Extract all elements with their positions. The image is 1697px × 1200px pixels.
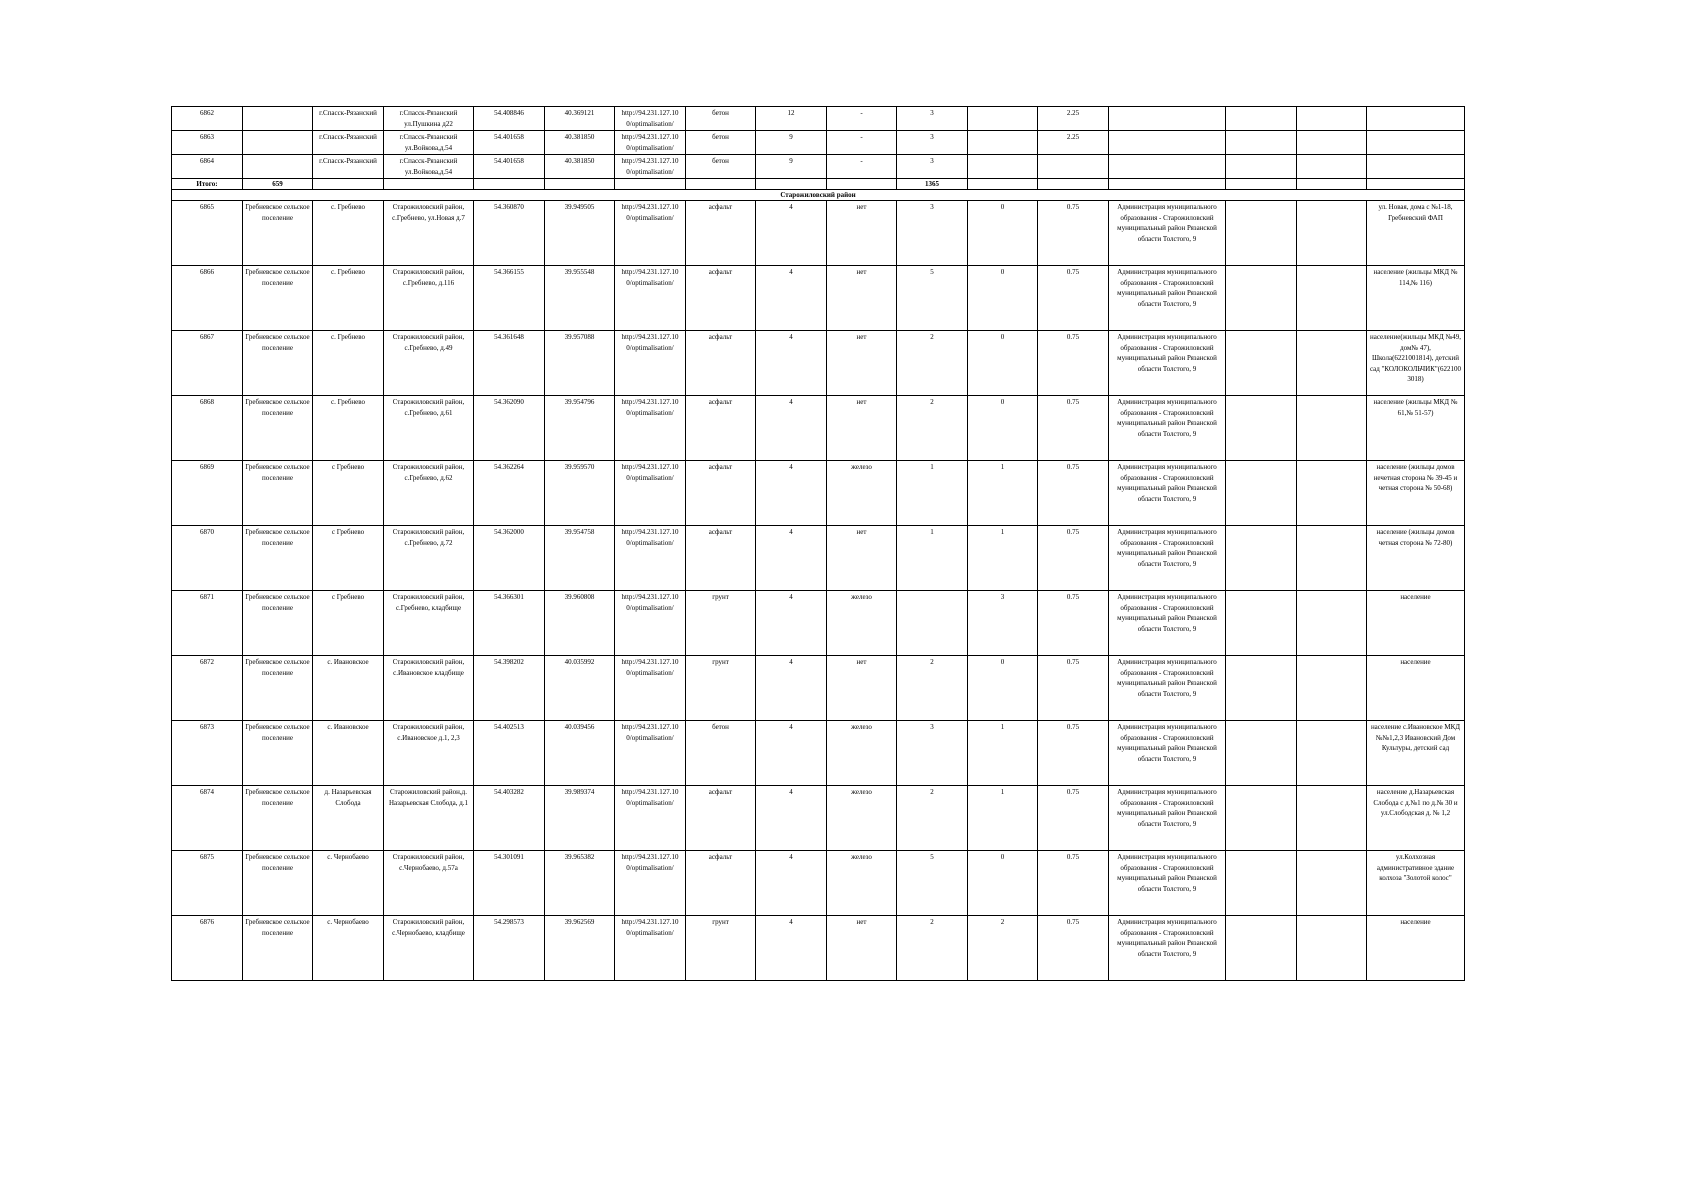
- cell-num: 6876: [172, 916, 243, 981]
- cell-c16: [1297, 131, 1367, 155]
- cell-qty: 2: [897, 656, 968, 721]
- table-row: [172, 786, 1465, 851]
- cell-surface: асфальт: [686, 396, 756, 461]
- cell-surface: асфальт: [686, 786, 756, 851]
- cell-surface: бетон: [686, 155, 756, 179]
- cell-sep: нет: [827, 526, 897, 591]
- cell-lon: 39.962569: [545, 916, 615, 981]
- cell-period: 0.75: [1038, 916, 1109, 981]
- cell-sources: население с.Ивановское МКД №№1,2,3 Ивановский Дом Культуры, детский сад: [1367, 721, 1465, 786]
- total-qty: 1365: [897, 179, 968, 190]
- total-label: Итого:: [172, 179, 243, 190]
- cell-lat: 54.408846: [474, 107, 545, 131]
- cell-c15: [1226, 591, 1297, 656]
- cell-c15: [1226, 266, 1297, 331]
- cell-num: 6863: [172, 131, 243, 155]
- cell-sources: население: [1367, 591, 1465, 656]
- total-row: [172, 179, 1465, 190]
- cell-surface: асфальт: [686, 526, 756, 591]
- cell-settlement: Гребневское сельское поселение: [243, 461, 313, 526]
- cell-lon: 39.949505: [545, 201, 615, 266]
- cell-c16: [1297, 526, 1367, 591]
- cell-c15: [1226, 786, 1297, 851]
- cell-c15: [1226, 656, 1297, 721]
- cell-surface: бетон: [686, 721, 756, 786]
- cell-settlement: Гребневское сельское поселение: [243, 721, 313, 786]
- cell-owner: Администрация муниципального образования - Старожиловский муниципальный район Рязанской области Толстого, 9: [1109, 786, 1226, 851]
- cell-sep: нет: [827, 266, 897, 331]
- cell-settlement: Гребневское сельское поселение: [243, 266, 313, 331]
- cell-lat: 54.398202: [474, 656, 545, 721]
- cell-c15: [1226, 131, 1297, 155]
- cell-sep: железо: [827, 591, 897, 656]
- cell-lon: 39.989374: [545, 786, 615, 851]
- cell-lon: 39.965382: [545, 851, 615, 916]
- cell-settlement: Гребневское сельское поселение: [243, 916, 313, 981]
- cell-url: http://94.231.127.10 0/optimalisation/: [615, 331, 686, 396]
- cell-settlement: Гребневское сельское поселение: [243, 396, 313, 461]
- cell-period: 0.75: [1038, 201, 1109, 266]
- cell-qty: 1: [897, 461, 968, 526]
- cell-num: 6862: [172, 107, 243, 131]
- cell-c15: [1226, 721, 1297, 786]
- section-title: Старожиловский район: [172, 190, 1465, 201]
- cell-sources: население: [1367, 656, 1465, 721]
- cell-period: 0.75: [1038, 786, 1109, 851]
- cell-vol: 1: [968, 786, 1038, 851]
- cell-surface: бетон: [686, 131, 756, 155]
- cell-sources: население: [1367, 916, 1465, 981]
- cell-address: г.Спасск-Рязанский ул.Войкова,д.54: [384, 155, 474, 179]
- cell-sep: -: [827, 131, 897, 155]
- cell-period: 0.75: [1038, 526, 1109, 591]
- cell-address: Старожиловский район, с.Гребнево, д.61: [384, 396, 474, 461]
- cell-sources: ул.Колхозная административное здание колхоза "Золотой колос": [1367, 851, 1465, 916]
- cell-address: г.Спасск-Рязанский ул.Войкова,д.54: [384, 131, 474, 155]
- cell-address: Старожиловский район, с.Чернобаево, кладбище: [384, 916, 474, 981]
- cell-vol: 2: [968, 916, 1038, 981]
- cell-area: 4: [756, 916, 827, 981]
- cell-owner: Администрация муниципального образования - Старожиловский муниципальный район Рязанской области Толстого, 9: [1109, 656, 1226, 721]
- cell-c15: [1226, 107, 1297, 131]
- cell-settlement: Гребневское сельское поселение: [243, 331, 313, 396]
- cell-settlement: Гребневское сельское поселение: [243, 201, 313, 266]
- cell-c15: [1226, 396, 1297, 461]
- cell-qty: 1: [897, 526, 968, 591]
- main-rows-body: [172, 201, 1465, 981]
- cell-surface: грунт: [686, 591, 756, 656]
- cell-lat: 54.362000: [474, 526, 545, 591]
- cell-lat: 54.301091: [474, 851, 545, 916]
- cell-c15: [1226, 461, 1297, 526]
- cell-owner: Администрация муниципального образования - Старожиловский муниципальный район Рязанской области Толстого, 9: [1109, 461, 1226, 526]
- cell-vol: [968, 131, 1038, 155]
- cell-num: 6865: [172, 201, 243, 266]
- cell-c15: [1226, 916, 1297, 981]
- total-body: [172, 179, 1465, 201]
- cell-address: г.Спасск-Рязанский ул.Пушкина д22: [384, 107, 474, 131]
- cell-owner: Администрация муниципального образования - Старожиловский муниципальный район Рязанской области Толстого, 9: [1109, 916, 1226, 981]
- cell-lat: 54.402513: [474, 721, 545, 786]
- cell-sources: население(жильцы МКД №49, дом№ 47), Школа(6221001814), детский сад "КОЛОКОЛЬЧИК"(622100 3018): [1367, 331, 1465, 396]
- cell-num: 6869: [172, 461, 243, 526]
- cell-sep: нет: [827, 916, 897, 981]
- cell-url: http://94.231.127.10 0/optimalisation/: [615, 656, 686, 721]
- cell-url: http://94.231.127.10 0/optimalisation/: [615, 266, 686, 331]
- cell-surface: асфальт: [686, 331, 756, 396]
- cell-lon: 40.035992: [545, 656, 615, 721]
- cell-lon: 39.954796: [545, 396, 615, 461]
- cell-lon: 39.959570: [545, 461, 615, 526]
- cell-owner: Администрация муниципального образования - Старожиловский муниципальный район Рязанской области Толстого, 9: [1109, 396, 1226, 461]
- cell-locality: с Гребнево: [313, 591, 384, 656]
- cell-owner: [1109, 155, 1226, 179]
- cell-vol: 0: [968, 201, 1038, 266]
- cell-lon: 39.955548: [545, 266, 615, 331]
- cell-sep: железо: [827, 851, 897, 916]
- cell-area: 4: [756, 721, 827, 786]
- cell-qty: 2: [897, 916, 968, 981]
- cell-c16: [1297, 461, 1367, 526]
- cell-lat: 54.361648: [474, 331, 545, 396]
- cell-period: 2.25: [1038, 107, 1109, 131]
- table-row: [172, 396, 1465, 461]
- cell-qty: 2: [897, 396, 968, 461]
- cell-settlement: Гребневское сельское поселение: [243, 591, 313, 656]
- cell-lon: 40.369121: [545, 107, 615, 131]
- cell-sep: железо: [827, 786, 897, 851]
- cell-url: http://94.231.127.10 0/optimalisation/: [615, 155, 686, 179]
- cell-c16: [1297, 155, 1367, 179]
- cell-qty: 2: [897, 786, 968, 851]
- cell-settlement: Гребневское сельское поселение: [243, 851, 313, 916]
- cell-settlement: Гребневское сельское поселение: [243, 656, 313, 721]
- cell-url: http://94.231.127.10 0/optimalisation/: [615, 916, 686, 981]
- cell-address: Старожиловский район, с.Ивановское кладбище: [384, 656, 474, 721]
- cell-locality: с. Ивановское: [313, 721, 384, 786]
- cell-url: http://94.231.127.10 0/optimalisation/: [615, 131, 686, 155]
- cell-owner: Администрация муниципального образования - Старожиловский муниципальный район Рязанской области Толстого, 9: [1109, 266, 1226, 331]
- cell-area: 4: [756, 201, 827, 266]
- cell-owner: [1109, 107, 1226, 131]
- table-row: [172, 201, 1465, 266]
- cell-surface: асфальт: [686, 201, 756, 266]
- cell-lat: 54.366301: [474, 591, 545, 656]
- cell-url: http://94.231.127.10 0/optimalisation/: [615, 107, 686, 131]
- table-row: [172, 526, 1465, 591]
- cell-owner: Администрация муниципального образования - Старожиловский муниципальный район Рязанской области Толстого, 9: [1109, 851, 1226, 916]
- section-row: [172, 190, 1465, 201]
- cell-surface: грунт: [686, 656, 756, 721]
- cell-period: 0.75: [1038, 266, 1109, 331]
- cell-sources: [1367, 155, 1465, 179]
- cell-area: 12: [756, 107, 827, 131]
- cell-blank: [243, 131, 313, 155]
- cell-sources: ул. Новая, дома с №1-18, Гребневский ФАП: [1367, 201, 1465, 266]
- table-row: [172, 131, 1465, 155]
- cell-vol: 1: [968, 526, 1038, 591]
- cell-vol: 0: [968, 331, 1038, 396]
- cell-sources: [1367, 107, 1465, 131]
- cell-owner: Администрация муниципального образования - Старожиловский муниципальный район Рязанской области Толстого, 9: [1109, 526, 1226, 591]
- cell-surface: асфальт: [686, 461, 756, 526]
- cell-c16: [1297, 721, 1367, 786]
- cell-vol: 0: [968, 396, 1038, 461]
- cell-qty: 2: [897, 331, 968, 396]
- total-count: 659: [243, 179, 313, 190]
- cell-c15: [1226, 155, 1297, 179]
- cell-c16: [1297, 916, 1367, 981]
- cell-lat: 54.360870: [474, 201, 545, 266]
- cell-period: 0.75: [1038, 396, 1109, 461]
- cell-sources: население д.Назарьевская Слобода с д.№1 по д.№ 30 и ул.Слободская д. № 1,2: [1367, 786, 1465, 851]
- cell-lat: 54.401658: [474, 131, 545, 155]
- cell-sep: -: [827, 155, 897, 179]
- cell-url: http://94.231.127.10 0/optimalisation/: [615, 721, 686, 786]
- cell-settlement: Гребневское сельское поселение: [243, 526, 313, 591]
- cell-locality: с Гребнево: [313, 461, 384, 526]
- table-row: [172, 331, 1465, 396]
- cell-sources: население (жильцы домов четная сторона № 72-80): [1367, 526, 1465, 591]
- cell-period: 0.75: [1038, 721, 1109, 786]
- cell-num: 6871: [172, 591, 243, 656]
- cell-period: 0.75: [1038, 851, 1109, 916]
- table-row: [172, 107, 1465, 131]
- cell-vol: 0: [968, 656, 1038, 721]
- cell-lat: 54.403282: [474, 786, 545, 851]
- table-row: [172, 266, 1465, 331]
- cell-url: http://94.231.127.10 0/optimalisation/: [615, 786, 686, 851]
- cell-qty: [897, 591, 968, 656]
- cell-blank: [243, 155, 313, 179]
- cell-url: http://94.231.127.10 0/optimalisation/: [615, 396, 686, 461]
- cell-c16: [1297, 656, 1367, 721]
- cell-area: 4: [756, 461, 827, 526]
- cell-period: 0.75: [1038, 331, 1109, 396]
- cell-district: г.Спасск-Рязанский: [313, 155, 384, 179]
- cell-sources: население (жильцы домов нечетная сторона № 39-45 и четная сторона № 50-68): [1367, 461, 1465, 526]
- cell-lon: 39.960808: [545, 591, 615, 656]
- cell-period: 0.75: [1038, 461, 1109, 526]
- cell-lat: 54.362264: [474, 461, 545, 526]
- cell-owner: Администрация муниципального образования - Старожиловский муниципальный район Рязанской области Толстого, 9: [1109, 591, 1226, 656]
- cell-num: 6867: [172, 331, 243, 396]
- cell-blank: [243, 107, 313, 131]
- cell-num: 6864: [172, 155, 243, 179]
- table-row: [172, 851, 1465, 916]
- cell-vol: 3: [968, 591, 1038, 656]
- top-rows-body: [172, 107, 1465, 179]
- cell-area: 4: [756, 786, 827, 851]
- cell-area: 4: [756, 851, 827, 916]
- cell-sep: нет: [827, 331, 897, 396]
- cell-owner: [1109, 131, 1226, 155]
- table-row: [172, 155, 1465, 179]
- cell-address: Старожиловский район,д. Назарьевская Слобода, д.1: [384, 786, 474, 851]
- cell-qty: 3: [897, 155, 968, 179]
- cell-url: http://94.231.127.10 0/optimalisation/: [615, 461, 686, 526]
- cell-c15: [1226, 851, 1297, 916]
- cell-locality: с. Гребнево: [313, 266, 384, 331]
- cell-c16: [1297, 107, 1367, 131]
- cell-owner: Администрация муниципального образования - Старожиловский муниципальный район Рязанской области Толстого, 9: [1109, 721, 1226, 786]
- cell-url: http://94.231.127.10 0/optimalisation/: [615, 201, 686, 266]
- cell-address: Старожиловский район, с.Чернобаево, д.57а: [384, 851, 474, 916]
- cell-url: http://94.231.127.10 0/optimalisation/: [615, 526, 686, 591]
- cell-lat: 54.401658: [474, 155, 545, 179]
- cell-c15: [1226, 526, 1297, 591]
- cell-c16: [1297, 331, 1367, 396]
- cell-num: 6874: [172, 786, 243, 851]
- cell-settlement: Гребневское сельское поселение: [243, 786, 313, 851]
- cell-num: 6870: [172, 526, 243, 591]
- cell-surface: асфальт: [686, 851, 756, 916]
- cell-url: http://94.231.127.10 0/optimalisation/: [615, 851, 686, 916]
- cell-sources: население (жильцы МКД № 114,№ 116): [1367, 266, 1465, 331]
- cell-owner: Администрация муниципального образования - Старожиловский муниципальный район Рязанской области Толстого, 9: [1109, 331, 1226, 396]
- cell-sep: нет: [827, 656, 897, 721]
- cell-area: 4: [756, 396, 827, 461]
- cell-locality: с. Гребнево: [313, 201, 384, 266]
- cell-sources: [1367, 131, 1465, 155]
- cell-qty: 3: [897, 201, 968, 266]
- cell-c15: [1226, 331, 1297, 396]
- cell-area: 4: [756, 266, 827, 331]
- cell-area: 4: [756, 331, 827, 396]
- cell-surface: грунт: [686, 916, 756, 981]
- cell-lat: 54.362090: [474, 396, 545, 461]
- cell-c16: [1297, 591, 1367, 656]
- cell-area: 4: [756, 656, 827, 721]
- cell-qty: 3: [897, 107, 968, 131]
- cell-c15: [1226, 201, 1297, 266]
- cell-locality: д. Назарьевская Слобода: [313, 786, 384, 851]
- cell-period: [1038, 155, 1109, 179]
- cell-num: 6866: [172, 266, 243, 331]
- cell-num: 6872: [172, 656, 243, 721]
- cell-c16: [1297, 786, 1367, 851]
- cell-num: 6873: [172, 721, 243, 786]
- cell-address: Старожиловский район, с.Гребнево, ул.Новая д.7: [384, 201, 474, 266]
- table-row: [172, 916, 1465, 981]
- cell-area: 9: [756, 131, 827, 155]
- cell-qty: 5: [897, 851, 968, 916]
- cell-locality: с. Гребнево: [313, 331, 384, 396]
- cell-vol: 1: [968, 461, 1038, 526]
- cell-num: 6875: [172, 851, 243, 916]
- cell-vol: [968, 155, 1038, 179]
- cell-address: Старожиловский район, с.Ивановское д.1, 2,3: [384, 721, 474, 786]
- cell-c16: [1297, 266, 1367, 331]
- cell-area: 4: [756, 591, 827, 656]
- registry-table: [171, 106, 1465, 981]
- cell-vol: 0: [968, 851, 1038, 916]
- cell-locality: с Гребнево: [313, 526, 384, 591]
- cell-lon: 39.954758: [545, 526, 615, 591]
- cell-locality: с. Ивановское: [313, 656, 384, 721]
- table-row: [172, 656, 1465, 721]
- cell-address: Старожиловский район, с.Гребнево, кладбище: [384, 591, 474, 656]
- cell-sep: железо: [827, 461, 897, 526]
- cell-vol: 1: [968, 721, 1038, 786]
- cell-sep: нет: [827, 396, 897, 461]
- cell-locality: с. Чернобаево: [313, 851, 384, 916]
- cell-num: 6868: [172, 396, 243, 461]
- cell-owner: Администрация муниципального образования - Старожиловский муниципальный район Рязанской области Толстого, 9: [1109, 201, 1226, 266]
- cell-vol: [968, 107, 1038, 131]
- cell-surface: бетон: [686, 107, 756, 131]
- cell-qty: 3: [897, 131, 968, 155]
- cell-address: Старожиловский район, с.Гребнево, д.116: [384, 266, 474, 331]
- cell-address: Старожиловский район, с.Гребнево, д.49: [384, 331, 474, 396]
- cell-address: Старожиловский район, с.Гребнево, д.72: [384, 526, 474, 591]
- cell-address: Старожиловский район, с.Гребнево, д.62: [384, 461, 474, 526]
- cell-lon: 39.957088: [545, 331, 615, 396]
- cell-qty: 3: [897, 721, 968, 786]
- cell-area: 9: [756, 155, 827, 179]
- cell-sep: нет: [827, 201, 897, 266]
- cell-locality: с. Гребнево: [313, 396, 384, 461]
- cell-c16: [1297, 201, 1367, 266]
- table-row: [172, 461, 1465, 526]
- cell-lon: 40.381850: [545, 131, 615, 155]
- cell-lon: 40.039456: [545, 721, 615, 786]
- cell-sep: -: [827, 107, 897, 131]
- cell-lat: 54.298573: [474, 916, 545, 981]
- cell-vol: 0: [968, 266, 1038, 331]
- cell-lon: 40.381850: [545, 155, 615, 179]
- cell-district: г.Спасск-Рязанский: [313, 107, 384, 131]
- table-row: [172, 591, 1465, 656]
- cell-period: 0.75: [1038, 656, 1109, 721]
- cell-area: 4: [756, 526, 827, 591]
- cell-c16: [1297, 851, 1367, 916]
- cell-sources: население (жильцы МКД № 61,№ 51-57): [1367, 396, 1465, 461]
- cell-sep: железо: [827, 721, 897, 786]
- cell-lat: 54.366155: [474, 266, 545, 331]
- cell-period: 0.75: [1038, 591, 1109, 656]
- cell-url: http://94.231.127.10 0/optimalisation/: [615, 591, 686, 656]
- table-row: [172, 721, 1465, 786]
- cell-c16: [1297, 396, 1367, 461]
- cell-qty: 5: [897, 266, 968, 331]
- cell-district: г.Спасск-Рязанский: [313, 131, 384, 155]
- cell-surface: асфальт: [686, 266, 756, 331]
- cell-locality: с. Чернобаево: [313, 916, 384, 981]
- cell-period: 2.25: [1038, 131, 1109, 155]
